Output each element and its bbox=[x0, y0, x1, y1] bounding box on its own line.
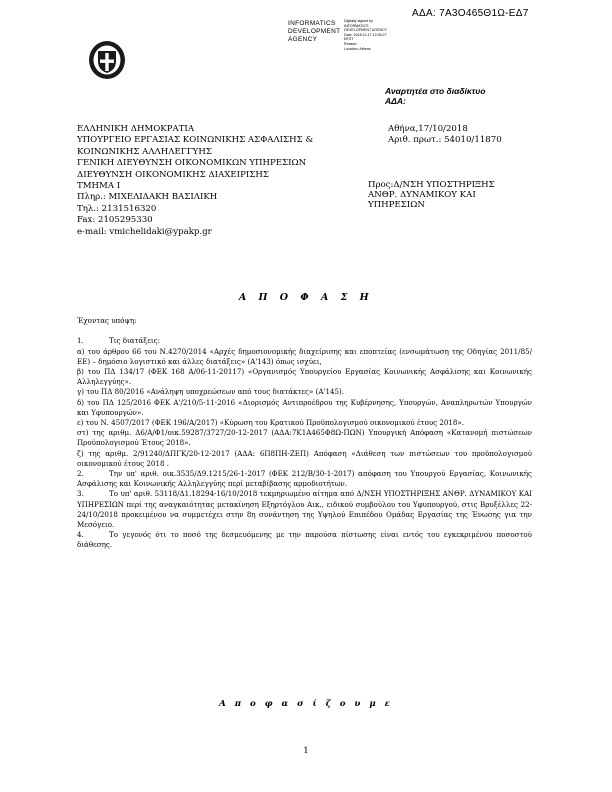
provision: ε) του Ν. 4507/2017 (ΦΕΚ 196/Α/2017) «Κύρωση του Κρατικού Προϋπολογισμού οικονομικού έτους 2018». bbox=[77, 418, 465, 428]
item-text: Την υπ' αριθ. οικ.3535/Δ9.1215/26-1-2017 (ΦΕΚ 212/Β/30-1-2017) απόφαση του Υπουργού Εργασίας, Κοινωνικής Ασφάλισης και Κοινωνικής Αλληλεγγύης περί μεταβίβασης αρμοδιοτήτων. bbox=[77, 469, 532, 489]
header-line: ΓΕΝΙΚΗ ΔΙΕΥΘΥΝΣΗ ΟΙΚΟΝΟΜΙΚΩΝ ΥΠΗΡΕΣΙΩΝ bbox=[77, 158, 307, 169]
ida-brand-line: AGENCY bbox=[288, 36, 318, 43]
provision: δ) του ΠΔ 125/2016 ΦΕΚ Α'/210/5-11-2016 «Διορισμός Αντιπροέδρου της Κυβέρνησης, Υπουργών, Αναπληρωτών Υπουργών και Υφυπουργών». bbox=[77, 397, 532, 417]
item-text: Τις διατάξεις: bbox=[109, 336, 161, 346]
ida-detail-line: EEST bbox=[344, 37, 354, 42]
ida-detail-line: INFORMATICS bbox=[344, 23, 369, 28]
posting-notice bbox=[385, 86, 485, 106]
ida-detail-line: DEVELOPMENT AGENCY bbox=[344, 28, 388, 33]
we-decide-heading: Α π ο φ α σ ί ζ ο υ μ ε bbox=[219, 699, 393, 709]
issuer-header bbox=[77, 124, 313, 238]
ada-number: ΑΔΑ: 7Α3Ο465Θ1Ω-ΕΔ7 bbox=[412, 8, 529, 19]
posting-notice-line: Αναρτητέα στο διαδίκτυο bbox=[385, 86, 486, 96]
provision: β) του ΠΔ 134/17 (ΦΕΚ 168 Α/06-11-20117) «Οργανισμός Υπουργείου Εργασίας Κοινωνικής Ασφάλισης και Κοινωνικής Αλληλεγγύης». bbox=[77, 367, 532, 387]
recipient-block bbox=[368, 180, 495, 210]
header-line: ΕΛΛΗΝΙΚΗ ΔΗΜΟΚΡΑΤΙΑ bbox=[77, 124, 195, 134]
header-line: ΔΙΕΥΘΥΝΣΗ ΟΙΚΟΝΟΜΙΚΗΣ ΔΙΑΧΕΙΡΙΣΗΣ bbox=[77, 169, 269, 180]
header-line: e-mail: vmichelidaki@ypakp.gr bbox=[77, 226, 212, 237]
header-line: Τηλ.: 2131516320 bbox=[77, 203, 157, 214]
item-number: 3. bbox=[77, 489, 84, 499]
header-line: ΤΜΗΜΑ Ι bbox=[77, 181, 121, 192]
document-date: Αθήνα,17/10/2018 bbox=[388, 124, 468, 134]
item-text: Το γεγονός ότι το ποσό της δεσμευόμενης με την παρούσα πίστωσης είναι εντός του εγκεκριμένου ποσοστού διάθεσης. bbox=[77, 530, 532, 550]
item-2 bbox=[77, 469, 532, 489]
recipient-line: ΥΠΗΡΕΣΙΩΝ bbox=[368, 200, 425, 210]
provision: γ) του ΠΔ 80/2016 «Ανάληψη υποχρεώσεων από τους διατάκτες» (Α'145). bbox=[77, 387, 345, 397]
ida-signature-details bbox=[344, 19, 408, 59]
item-number: 2. bbox=[77, 469, 84, 479]
greek-emblem-icon bbox=[88, 40, 126, 80]
item-text: Το υπ' αριθ. 53118/Δ1.18294-16/10/2018 τεκμηριωμένο αίτημα από Δ/ΝΣΗ ΥΠΟΣΤΗΡΙΞΗΣ ΑΝΘΡ. ΔΥΝΑΜΙΚΟΥ ΚΑΙ ΥΠΗΡΕΣΙΩΝ περί της αναγκαιότητας μετακίνηση Εξηρτόγλου Αικ., ειδικού συμβούλου του Υφυπουργού, στις Βρυξέλλες 22-24/10/2018 προκειμένου να συμμετέχει στην 8η συνάντηση της Υψηλού Επιπέδου Ομάδας Εργασίας της Ένωσης για την Μεσόγειο. bbox=[77, 489, 532, 530]
provision: α) του άρθρου 66 του Ν.4270/2014 «Αρχές δημοσιονομικής διαχείρισης και εποπτείας (ενσωμάτωση της Οδηγίας 2011/85/ΕΕ) – δημόσιο λογιστικό και άλλες διατάξεις» (Α'143) όπως ισχύει, bbox=[77, 346, 532, 366]
item-4 bbox=[77, 530, 532, 550]
ida-signature-brand bbox=[288, 20, 340, 44]
header-line: Fax: 2105295330 bbox=[77, 215, 153, 226]
recipient-line: Προς:Δ/ΝΣΗ ΥΠΟΣΤΗΡΙΞΗΣ bbox=[368, 180, 495, 190]
protocol-number: Αριθ. πρωτ.: 54010/11870 bbox=[388, 135, 502, 146]
page-number: 1 bbox=[303, 746, 309, 756]
ida-detail-line: Location: Athens bbox=[344, 46, 371, 51]
item-number: 1. bbox=[77, 336, 84, 346]
posting-notice-ada: ΑΔΑ: bbox=[385, 96, 406, 106]
recipient-line: ΑΝΘΡ. ΔΥΝΑΜΙΚΟΥ ΚΑΙ bbox=[368, 190, 476, 200]
date-protocol-block bbox=[388, 124, 502, 147]
item-number: 4. bbox=[77, 530, 84, 540]
header-line: ΚΟΙΝΩΝΙΚΗΣ ΑΛΛΗΛΕΓΓΥΗΣ bbox=[77, 146, 212, 157]
ida-detail-line: Digitally signed by bbox=[344, 19, 373, 23]
item-3 bbox=[77, 489, 532, 530]
ida-brand-line: INFORMATICS bbox=[288, 20, 336, 27]
considering-label: Έχοντας υπόψη: bbox=[77, 316, 137, 325]
ida-detail-line: Reason: bbox=[344, 41, 358, 46]
item-1 bbox=[77, 336, 532, 346]
document-body bbox=[77, 316, 532, 551]
ida-brand-line: DEVELOPMENT bbox=[288, 28, 341, 35]
header-line: ΥΠΟΥΡΓΕΙΟ ΕΡΓΑΣΙΑΣ ΚΟΙΝΩΝΙΚΗΣ ΑΣΦΑΛΙΣΗΣ & bbox=[77, 135, 314, 146]
header-line: Πληρ.: ΜΙΧΕΛΙΔΑΚΗ ΒΑΣΙΛΙΚΗ bbox=[77, 192, 218, 203]
decision-title: Α Π Ο Φ Α Σ Η bbox=[238, 292, 374, 303]
ida-detail-line: Date: 2018.10.17 12:38:27 bbox=[344, 32, 387, 37]
provision: ζ) της αριθμ. 2/91240/ΔΠΓΚ/20-12-2017 (ΑΔΑ: 6Π8ΠΗ-ΖΕΠ) Απόφαση «Διάθεση των πιστώσεων του προϋπολογισμού οικονομικού έτους 2018 . bbox=[77, 448, 532, 468]
provision: στ) της αριθμ. Δ6/Α/Φ1/οικ.59287/3727/20-12-2017 (ΑΔΑ:7Κ1Α465Φ8Ω-ΠΩΝ) Υπουργική Απόφαση «Κατανομή πιστώσεων Προϋπολογισμού Έτους 2018». bbox=[77, 428, 532, 448]
